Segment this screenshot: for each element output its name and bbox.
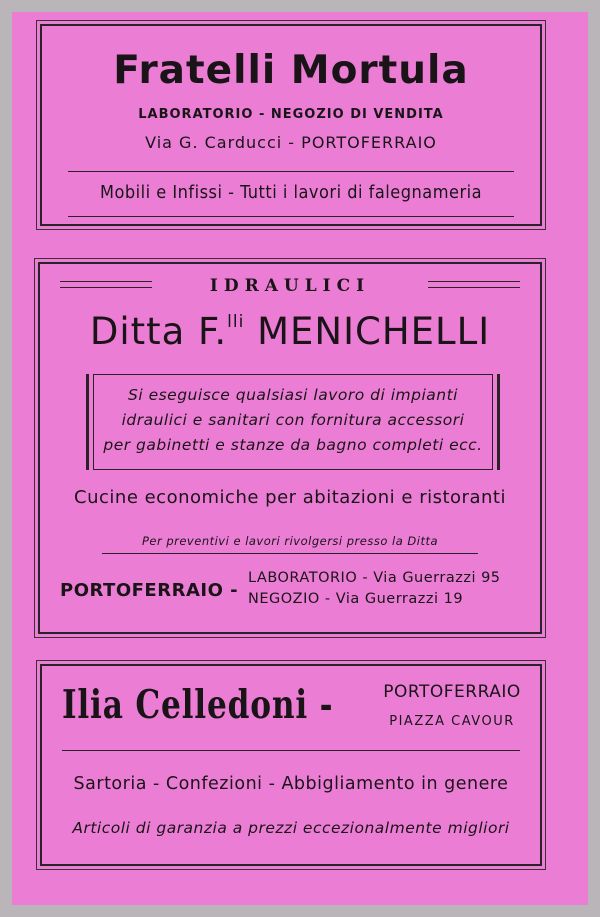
ad2-kitchens: Cucine economiche per abitazioni e ristoranti (74, 487, 506, 508)
ad2-town: PORTOFERRAIO - (60, 580, 239, 601)
ad3-tagline: Articoli di garanzia a prezzi eccezionalmente migliori (72, 819, 510, 837)
ad2-description-line: per gabinetti e stanze da bagno completi ecc. (103, 436, 483, 454)
ad2-ornament-rule (428, 287, 520, 288)
ad2-description-box (86, 374, 500, 470)
ad2-title-superscript: lli (227, 311, 245, 332)
ad2-ornament-rule (60, 281, 152, 282)
ad3-services: Sartoria - Confezioni - Abbigliamento in genere (73, 774, 509, 794)
ad2-description-line: Si eseguisce qualsiasi lavoro di impianti (128, 386, 458, 404)
ad2-title-name: MENICHELLI (257, 310, 491, 353)
ad1-subtitle: LABORATORIO - NEGOZIO DI VENDITA (138, 107, 444, 122)
ad2-description-line: idraulici e sanitari con fornitura accessori (121, 411, 465, 429)
ad3-square: PIAZZA CAVOUR (389, 714, 515, 729)
ad2-laboratory-address: LABORATORIO - Via Guerrazzi 95 (248, 570, 501, 586)
ad2-ornament-rule (60, 287, 152, 288)
ad3-name: Ilia Celledoni - (62, 682, 334, 728)
ad2-quotes-underline (102, 553, 478, 554)
ad2-category: IDRAULICI (209, 276, 371, 296)
ad1-divider-top (68, 171, 514, 172)
ad3-divider (62, 750, 520, 751)
ad2-ornament-rule (428, 281, 520, 282)
ad2-title (40, 310, 540, 353)
advertisement-page (12, 12, 588, 905)
ad3-town: PORTOFERRAIO (383, 682, 521, 702)
ad1-address: Via G. Carducci - PORTOFERRAIO (145, 133, 437, 152)
ad1-title: Fratelli Mortula (113, 48, 469, 93)
ad-fratelli-mortula (40, 24, 542, 226)
ad1-services: Mobili e Infissi - Tutti i lavori di falegnameria (99, 182, 483, 203)
ad-ilia-celledoni (40, 664, 542, 866)
ad2-title-prefix: Ditta F. (89, 310, 228, 353)
ad2-quotes-note: Per preventivi e lavori rivolgersi presso la Ditta (141, 534, 439, 548)
ad-ditta-menichelli (38, 262, 542, 634)
ad1-divider-bottom (68, 216, 514, 217)
ad2-shop-address: NEGOZIO - Via Guerrazzi 19 (248, 591, 464, 607)
